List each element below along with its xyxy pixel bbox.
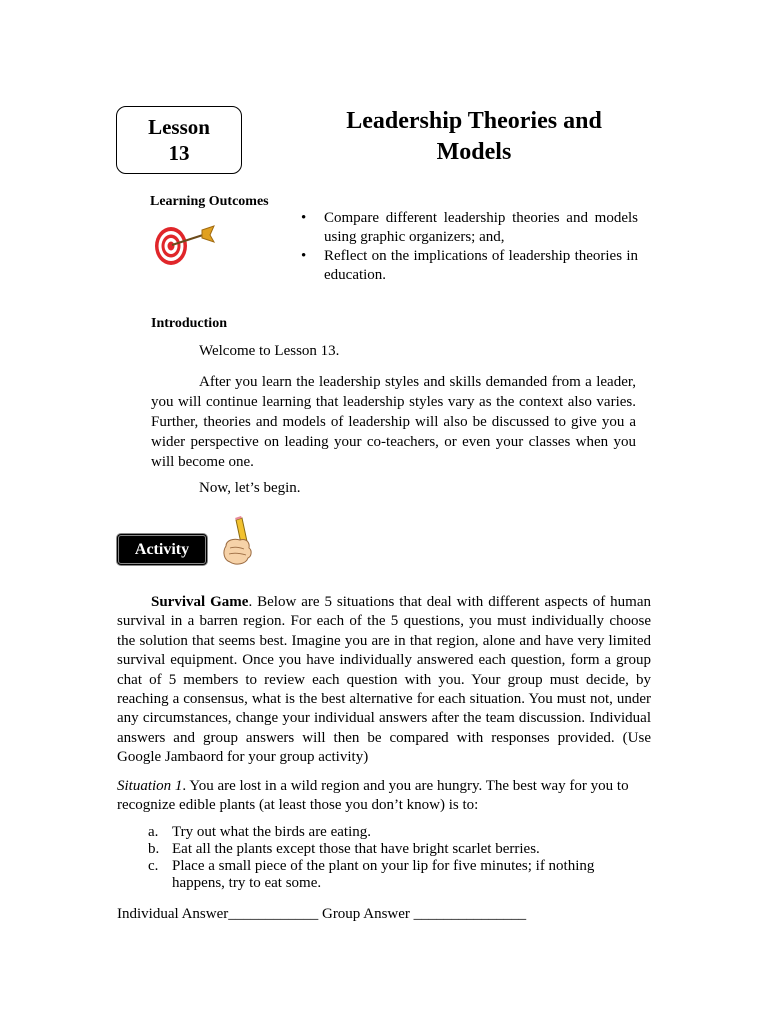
survival-game-text: . Below are 5 situations that deal with different aspects of human survival in a barren region. For each of the 5 questions, you must individually choose the solution that seems best. Imagine you are in that region, alone and have very limited survival equipment. Once you have individually answered each question, form a group chat of 5 members to review each question with you. Your group must decide, by reaching a consensus, what is the best alternative for each situation. You must not, under any circumstances, change your individual answers after the team discussion. Individual answers and group answers will then be compared with responses provided. (Use Google Jambaord for your group activity) — [117, 594, 652, 766]
situation-1-text: . You are lost in a wild region and you are hungry. The best way for you to recognize edible plants (at least those you don’t know) is to: — [117, 778, 629, 813]
option-letter: a. — [148, 824, 159, 840]
lesson-box — [116, 106, 242, 174]
survival-game-paragraph — [117, 593, 651, 768]
title-line-2: Models — [436, 139, 512, 165]
lesson-label: Lesson — [148, 115, 210, 139]
learning-outcome-item: • Compare different leadership theories and models using graphic organizers; and, — [300, 209, 638, 247]
learning-outcome-item: • Reflect on the implications of leadership theories in education. — [300, 247, 638, 285]
option-letter: b. — [148, 841, 160, 857]
option-item — [148, 824, 628, 841]
learning-outcomes-list — [300, 209, 638, 285]
target-dart-icon — [152, 220, 220, 268]
situation-1-options — [148, 824, 628, 892]
answer-lines: Individual Answer____________ Group Answer _______________ — [117, 906, 527, 922]
option-text: Try out what the birds are eating. — [172, 824, 371, 840]
welcome-text: Welcome to Lesson 13. — [199, 343, 340, 359]
begin-text: Now, let’s begin. — [199, 480, 301, 496]
option-item — [148, 858, 628, 892]
situation-1-label: Situation 1 — [117, 778, 183, 794]
page-title — [318, 106, 630, 168]
pencil-hand-icon — [212, 516, 270, 568]
introduction-heading: Introduction — [151, 316, 227, 331]
introduction-paragraph: After you learn the leadership styles and skills demanded from a leader, you will continue learning that leadership styles vary as the context also varies. Further, theories and models of leadership will also be discussed to give you a wider perspective on leading your co-teachers, or even your classes when you will become one. — [151, 374, 636, 470]
learning-outcomes-heading: Learning Outcomes — [150, 194, 269, 209]
option-item — [148, 841, 628, 858]
option-text: Eat all the plants except those that have bright scarlet berries. — [172, 841, 540, 857]
activity-label: Activity — [134, 540, 190, 558]
situation-1-paragraph — [117, 777, 651, 815]
option-letter: c. — [148, 858, 159, 874]
activity-label-box — [116, 533, 208, 566]
lesson-number: 13 — [168, 141, 190, 165]
option-text: Place a small piece of the plant on your lip for five minutes; if nothing happens, try to eat some. — [172, 858, 595, 891]
survival-game-title: Survival Game — [151, 594, 249, 610]
title-line-1: Leadership Theories and — [346, 108, 602, 134]
